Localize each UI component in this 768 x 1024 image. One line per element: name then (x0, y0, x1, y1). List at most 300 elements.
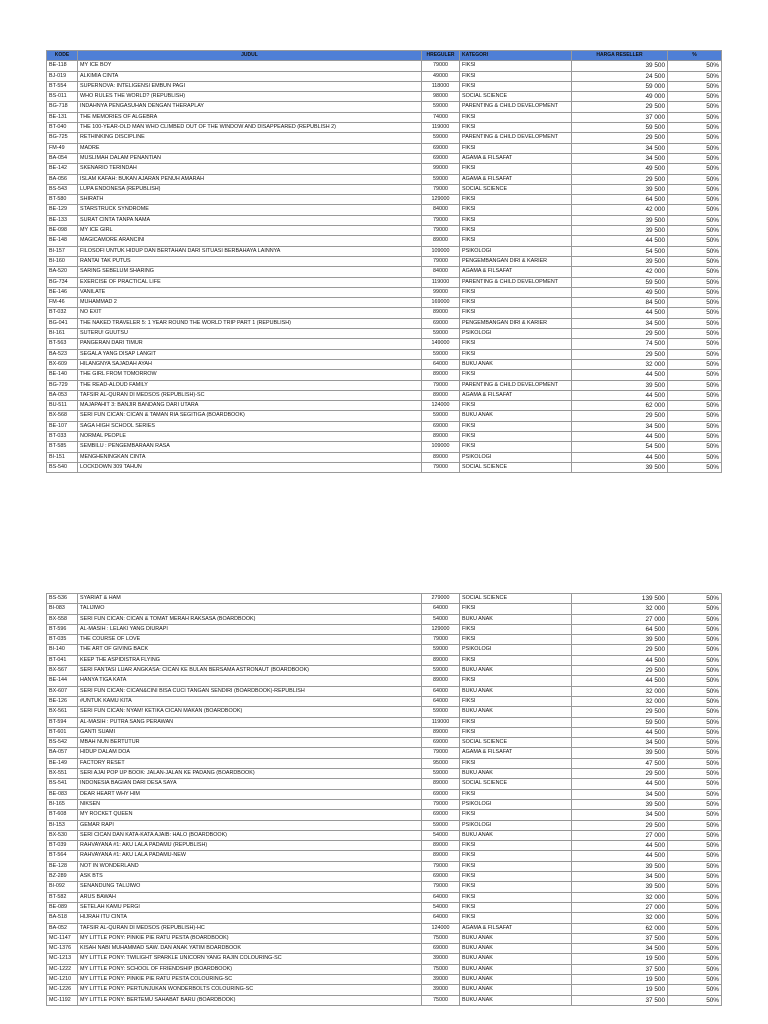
harga-reseller-cell: 44 500 (572, 655, 668, 665)
hreguler-cell: 119000 (422, 717, 460, 727)
kategori-cell: BUKU ANAK (460, 411, 572, 421)
harga-reseller-cell: 39 500 (572, 882, 668, 892)
kode-cell: BI-092 (47, 882, 78, 892)
table-row (47, 614, 722, 624)
table-row (47, 287, 722, 297)
harga-reseller-cell: 39 500 (572, 748, 668, 758)
percent-cell: 50% (668, 666, 722, 676)
table-row (47, 236, 722, 246)
kode-cell: BT-039 (47, 841, 78, 851)
judul-cell: FILOSOFI UNTUK HIDUP DAN BERTAHAN DARI SITUASI BERBAHAYA LAINNYA (78, 246, 422, 256)
kategori-cell: FIKSI (460, 112, 572, 122)
kode-cell: BT-582 (47, 892, 78, 902)
percent-cell: 50% (668, 902, 722, 912)
kode-cell: BI-151 (47, 452, 78, 462)
kategori-cell: PARENTING & CHILD DEVELOPMENT (460, 380, 572, 390)
kode-cell: BT-580 (47, 195, 78, 205)
table-row (47, 779, 722, 789)
table-row (47, 738, 722, 748)
table-row (47, 195, 722, 205)
kategori-cell: PSIKOLOGI (460, 246, 572, 256)
kode-cell: BS-541 (47, 779, 78, 789)
judul-cell: AL-MASIH : LELAKI YANG DIURAPI (78, 624, 422, 634)
table-1-body (47, 61, 722, 473)
table-row (47, 390, 722, 400)
kategori-cell: FIKSI (460, 298, 572, 308)
percent-cell: 50% (668, 143, 722, 153)
hreguler-cell: 89000 (422, 676, 460, 686)
kategori-cell: PSIKOLOGI (460, 820, 572, 830)
judul-cell: SUTERU! GUUTSU (78, 329, 422, 339)
table-row (47, 758, 722, 768)
judul-cell: ALKIMIA CINTA (78, 71, 422, 81)
harga-reseller-cell: 64 500 (572, 195, 668, 205)
table-row (47, 359, 722, 369)
kategori-cell: FIKSI (460, 431, 572, 441)
harga-reseller-cell: 29 500 (572, 411, 668, 421)
harga-reseller-cell: 39 500 (572, 462, 668, 472)
kategori-cell: PSIKOLOGI (460, 799, 572, 809)
kode-cell: BT-035 (47, 635, 78, 645)
kategori-cell: BUKU ANAK (460, 933, 572, 943)
table-row (47, 174, 722, 184)
harga-reseller-cell: 44 500 (572, 390, 668, 400)
kategori-cell: BUKU ANAK (460, 830, 572, 840)
kode-cell: BX-568 (47, 411, 78, 421)
judul-cell: MY LITTLE PONY: BERTEMU SAHABAT BARU (BOARDBOOK) (78, 995, 422, 1005)
judul-cell: WHO RULES THE WORLD? (REPUBLISH) (78, 92, 422, 102)
hreguler-cell: 59000 (422, 666, 460, 676)
judul-cell: ISLAM KAFAH: BUKAN AJARAN PENUH AMARAH (78, 174, 422, 184)
table-row (47, 985, 722, 995)
hreguler-cell: 79000 (422, 799, 460, 809)
kategori-cell: BUKU ANAK (460, 686, 572, 696)
kategori-cell: FIKSI (460, 164, 572, 174)
percent-cell: 50% (668, 205, 722, 215)
harga-reseller-cell: 29 500 (572, 133, 668, 143)
percent-cell: 50% (668, 329, 722, 339)
harga-reseller-cell: 24 500 (572, 71, 668, 81)
harga-reseller-cell: 27 000 (572, 830, 668, 840)
table-row (47, 61, 722, 71)
percent-cell: 50% (668, 841, 722, 851)
harga-reseller-cell: 44 500 (572, 308, 668, 318)
kategori-cell: FIKSI (460, 758, 572, 768)
percent-cell: 50% (668, 882, 722, 892)
harga-reseller-cell: 42 000 (572, 267, 668, 277)
harga-reseller-cell: 29 500 (572, 707, 668, 717)
hreguler-cell: 59000 (422, 133, 460, 143)
percent-cell: 50% (668, 594, 722, 604)
percent-cell: 50% (668, 380, 722, 390)
judul-cell: SERI FUN CICAN: CICAN & TOMAT MERAH RAKSASA (BOARDBOOK) (78, 614, 422, 624)
harga-reseller-cell: 32 000 (572, 892, 668, 902)
judul-cell: GANTI SUAMI (78, 727, 422, 737)
book-price-table-2 (46, 593, 722, 1006)
kategori-cell: AGAMA & FILSAFAT (460, 390, 572, 400)
judul-cell: MBAH NUN BERTUTUR (78, 738, 422, 748)
harga-reseller-cell: 59 000 (572, 81, 668, 91)
hreguler-cell: 79000 (422, 61, 460, 71)
header-hreguler: HREGULER (422, 51, 460, 61)
kategori-cell: FIKSI (460, 872, 572, 882)
percent-cell: 50% (668, 174, 722, 184)
kategori-cell: PENGEMBANGAN DIRI & KARIER (460, 318, 572, 328)
kategori-cell: BUKU ANAK (460, 954, 572, 964)
table-row (47, 830, 722, 840)
percent-cell: 50% (668, 164, 722, 174)
kode-cell: BE-089 (47, 902, 78, 912)
judul-cell: VANILATE (78, 287, 422, 297)
table-row (47, 246, 722, 256)
harga-reseller-cell: 39 500 (572, 184, 668, 194)
kode-cell: BE-144 (47, 676, 78, 686)
table-row (47, 421, 722, 431)
table-row (47, 370, 722, 380)
judul-cell: MAJAPAHIT 3: BANJIR BANDANG DARI UTARA (78, 401, 422, 411)
percent-cell: 50% (668, 226, 722, 236)
harga-reseller-cell: 84 500 (572, 298, 668, 308)
hreguler-cell: 69000 (422, 944, 460, 954)
kode-cell: BE-149 (47, 758, 78, 768)
percent-cell: 50% (668, 277, 722, 287)
hreguler-cell: 75000 (422, 964, 460, 974)
harga-reseller-cell: 37 000 (572, 112, 668, 122)
header-kategori: KATEGORI (460, 51, 572, 61)
judul-cell: RAHVAYANA #1: AKU LALA PADAMU (REPUBLISH) (78, 841, 422, 851)
judul-cell: NORMAL PEOPLE (78, 431, 422, 441)
judul-cell: ARUS BAWAH (78, 892, 422, 902)
kategori-cell: FIKSI (460, 71, 572, 81)
harga-reseller-cell: 44 500 (572, 452, 668, 462)
percent-cell: 50% (668, 81, 722, 91)
table-row (47, 442, 722, 452)
table-row (47, 92, 722, 102)
hreguler-cell: 129000 (422, 195, 460, 205)
harga-reseller-cell: 64 500 (572, 624, 668, 634)
judul-cell: INDONESIA BAGIAN DARI DESA SAYA (78, 779, 422, 789)
hreguler-cell: 75000 (422, 995, 460, 1005)
percent-cell: 50% (668, 820, 722, 830)
kode-cell: BG-041 (47, 318, 78, 328)
judul-cell: HANYA TIGA KATA (78, 676, 422, 686)
harga-reseller-cell: 32 000 (572, 359, 668, 369)
hreguler-cell: 64000 (422, 696, 460, 706)
percent-cell: 50% (668, 339, 722, 349)
kode-cell: BI-083 (47, 604, 78, 614)
kode-cell: BE-131 (47, 112, 78, 122)
table-row (47, 380, 722, 390)
kategori-cell: PARENTING & CHILD DEVELOPMENT (460, 277, 572, 287)
percent-cell: 50% (668, 872, 722, 882)
hreguler-cell: 79000 (422, 635, 460, 645)
hreguler-cell: 98000 (422, 92, 460, 102)
judul-cell: DEAR HEART WHY HIM (78, 789, 422, 799)
judul-cell: SERI FUN CICAN: NYAM! KETIKA CICAN MAKAN (BOARDBOOK) (78, 707, 422, 717)
hreguler-cell: 69000 (422, 789, 460, 799)
harga-reseller-cell: 39 500 (572, 61, 668, 71)
percent-cell: 50% (668, 401, 722, 411)
hreguler-cell: 64000 (422, 359, 460, 369)
kategori-cell: FIKSI (460, 236, 572, 246)
kategori-cell: PARENTING & CHILD DEVELOPMENT (460, 133, 572, 143)
kode-cell: MC-1210 (47, 974, 78, 984)
kategori-cell: FIKSI (460, 370, 572, 380)
judul-cell: INDAHNYA PENGASUHAN DENGAN THERAPLAY (78, 102, 422, 112)
kategori-cell: BUKU ANAK (460, 359, 572, 369)
table-row (47, 452, 722, 462)
harga-reseller-cell: 29 500 (572, 329, 668, 339)
kategori-cell: FIKSI (460, 308, 572, 318)
percent-cell: 50% (668, 799, 722, 809)
harga-reseller-cell: 39 500 (572, 799, 668, 809)
table-row (47, 892, 722, 902)
hreguler-cell: 59000 (422, 707, 460, 717)
table-row (47, 143, 722, 153)
table-row (47, 851, 722, 861)
kode-cell: BT-033 (47, 431, 78, 441)
hreguler-cell: 89000 (422, 655, 460, 665)
harga-reseller-cell: 29 500 (572, 174, 668, 184)
kategori-cell: AGAMA & FILSAFAT (460, 748, 572, 758)
harga-reseller-cell: 62 000 (572, 923, 668, 933)
judul-cell: SHIRATH (78, 195, 422, 205)
kategori-cell: AGAMA & FILSAFAT (460, 923, 572, 933)
table-row (47, 748, 722, 758)
kode-cell: BS-543 (47, 184, 78, 194)
harga-reseller-cell: 19 500 (572, 954, 668, 964)
hreguler-cell: 59000 (422, 174, 460, 184)
table-row (47, 902, 722, 912)
harga-reseller-cell: 62 000 (572, 401, 668, 411)
judul-cell: MY LITTLE PONY: SCHOOL OF FRIENDSHIP (BOARDBOOK) (78, 964, 422, 974)
kategori-cell: FIKSI (460, 892, 572, 902)
table-row (47, 820, 722, 830)
hreguler-cell: 79000 (422, 861, 460, 871)
table-row (47, 655, 722, 665)
judul-cell: MENGHENINGKAN CINTA (78, 452, 422, 462)
harga-reseller-cell: 32 000 (572, 686, 668, 696)
table-row (47, 256, 722, 266)
harga-reseller-cell: 29 500 (572, 349, 668, 359)
harga-reseller-cell: 34 500 (572, 318, 668, 328)
percent-cell: 50% (668, 913, 722, 923)
header-kode: KODE (47, 51, 78, 61)
harga-reseller-cell: 19 500 (572, 974, 668, 984)
judul-cell: SERI AJAI POP UP BOOK: JALAN-JALAN KE PADANG (BOARDBOOK) (78, 769, 422, 779)
hreguler-cell: 79000 (422, 226, 460, 236)
hreguler-cell: 99000 (422, 164, 460, 174)
kode-cell: BA-056 (47, 174, 78, 184)
kode-cell: BT-564 (47, 851, 78, 861)
table-row (47, 686, 722, 696)
hreguler-cell: 49000 (422, 71, 460, 81)
table-row (47, 133, 722, 143)
hreguler-cell: 84000 (422, 205, 460, 215)
kode-cell: BE-142 (47, 164, 78, 174)
hreguler-cell: 59000 (422, 411, 460, 421)
hreguler-cell: 54000 (422, 614, 460, 624)
kategori-cell: FIKSI (460, 349, 572, 359)
percent-cell: 50% (668, 153, 722, 163)
table-row (47, 298, 722, 308)
percent-cell: 50% (668, 717, 722, 727)
hreguler-cell: 64000 (422, 892, 460, 902)
kode-cell: BT-596 (47, 624, 78, 634)
hreguler-cell: 109000 (422, 246, 460, 256)
harga-reseller-cell: 39 500 (572, 226, 668, 236)
kode-cell: BX-558 (47, 614, 78, 624)
kode-cell: BA-052 (47, 923, 78, 933)
harga-reseller-cell: 32 000 (572, 604, 668, 614)
kategori-cell: SOCIAL SCIENCE (460, 779, 572, 789)
kategori-cell: PSIKOLOGI (460, 452, 572, 462)
judul-cell: THE NAKED TRAVELER 5: 1 YEAR ROUND THE WORLD TRIP PART 1 (REPUBLISH) (78, 318, 422, 328)
kategori-cell: SOCIAL SCIENCE (460, 738, 572, 748)
harga-reseller-cell: 34 500 (572, 421, 668, 431)
hreguler-cell: 79000 (422, 748, 460, 758)
judul-cell: THE ART OF GIVING BACK (78, 645, 422, 655)
table-row (47, 841, 722, 851)
kode-cell: BS-011 (47, 92, 78, 102)
hreguler-cell: 79000 (422, 215, 460, 225)
kode-cell: FM-46 (47, 298, 78, 308)
judul-cell: PANGERAN DARI TIMUR (78, 339, 422, 349)
kategori-cell: FIKSI (460, 861, 572, 871)
percent-cell: 50% (668, 789, 722, 799)
kode-cell: BE-126 (47, 696, 78, 706)
judul-cell: MUSLIMAH DALAM PENANTIAN (78, 153, 422, 163)
kode-cell: MC-1226 (47, 985, 78, 995)
kode-cell: BX-530 (47, 830, 78, 840)
kategori-cell: BUKU ANAK (460, 707, 572, 717)
kategori-cell: FIKSI (460, 604, 572, 614)
kategori-cell: SOCIAL SCIENCE (460, 92, 572, 102)
hreguler-cell: 169000 (422, 298, 460, 308)
table-row (47, 696, 722, 706)
hreguler-cell: 79000 (422, 184, 460, 194)
judul-cell: THE READ-ALOUD FAMILY (78, 380, 422, 390)
harga-reseller-cell: 37 500 (572, 995, 668, 1005)
hreguler-cell: 64000 (422, 913, 460, 923)
harga-reseller-cell: 34 500 (572, 944, 668, 954)
harga-reseller-cell: 59 500 (572, 277, 668, 287)
judul-cell: HIDUP DALAM DOA (78, 748, 422, 758)
judul-cell: TALIJIWO (78, 604, 422, 614)
kategori-cell: SOCIAL SCIENCE (460, 184, 572, 194)
kode-cell: BI-140 (47, 645, 78, 655)
percent-cell: 50% (668, 411, 722, 421)
table-row (47, 727, 722, 737)
judul-cell: SERI CICAN DAN KATA-KATA AJAIB: HALO (BOARDBOOK) (78, 830, 422, 840)
harga-reseller-cell: 27 000 (572, 902, 668, 912)
harga-reseller-cell: 34 500 (572, 789, 668, 799)
kode-cell: BE-128 (47, 861, 78, 871)
judul-cell: MY LITTLE PONY: PINKIE PIE RATU PESTA (BOARDBOOK) (78, 933, 422, 943)
percent-cell: 50% (668, 298, 722, 308)
hreguler-cell: 59000 (422, 820, 460, 830)
percent-cell: 50% (668, 614, 722, 624)
harga-reseller-cell: 19 500 (572, 985, 668, 995)
hreguler-cell: 279000 (422, 594, 460, 604)
kode-cell: BT-554 (47, 81, 78, 91)
kategori-cell: FIKSI (460, 421, 572, 431)
table-row (47, 769, 722, 779)
harga-reseller-cell: 49 500 (572, 287, 668, 297)
kategori-cell: FIKSI (460, 143, 572, 153)
percent-cell: 50% (668, 696, 722, 706)
kode-cell: BX-607 (47, 686, 78, 696)
percent-cell: 50% (668, 985, 722, 995)
hreguler-cell: 74000 (422, 112, 460, 122)
percent-cell: 50% (668, 861, 722, 871)
kode-cell: MC-1192 (47, 995, 78, 1005)
judul-cell: KEEP THE ASPIDISTRA FLYING (78, 655, 422, 665)
kategori-cell: AGAMA & FILSAFAT (460, 174, 572, 184)
kode-cell: BA-054 (47, 153, 78, 163)
judul-cell: MY ROCKET QUEEN (78, 810, 422, 820)
judul-cell: LOCKDOWN 309 TAHUN (78, 462, 422, 472)
percent-cell: 50% (668, 71, 722, 81)
percent-cell: 50% (668, 995, 722, 1005)
percent-cell: 50% (668, 748, 722, 758)
hreguler-cell: 69000 (422, 318, 460, 328)
table-row (47, 277, 722, 287)
hreguler-cell: 89000 (422, 727, 460, 737)
kategori-cell: FIKSI (460, 696, 572, 706)
harga-reseller-cell: 34 500 (572, 872, 668, 882)
percent-cell: 50% (668, 431, 722, 441)
table-row (47, 594, 722, 604)
hreguler-cell: 89000 (422, 452, 460, 462)
judul-cell: MUHAMMAD 2 (78, 298, 422, 308)
harga-reseller-cell: 44 500 (572, 431, 668, 441)
table-row (47, 707, 722, 717)
hreguler-cell: 69000 (422, 421, 460, 431)
table-row (47, 339, 722, 349)
percent-cell: 50% (668, 964, 722, 974)
kategori-cell: PSIKOLOGI (460, 329, 572, 339)
percent-cell: 50% (668, 676, 722, 686)
judul-cell: ASK BTS (78, 872, 422, 882)
table-row (47, 71, 722, 81)
judul-cell: MY LITTLE PONY: PERTUNJUKAN WONDERBOLTS COLOURING-SC (78, 985, 422, 995)
hreguler-cell: 39000 (422, 985, 460, 995)
kode-cell: BI-165 (47, 799, 78, 809)
kode-cell: BE-140 (47, 370, 78, 380)
table-row (47, 995, 722, 1005)
table-row (47, 604, 722, 614)
table-row (47, 974, 722, 984)
harga-reseller-cell: 29 500 (572, 645, 668, 655)
harga-reseller-cell: 47 500 (572, 758, 668, 768)
table-row (47, 153, 722, 163)
kategori-cell: FIKSI (460, 205, 572, 215)
kode-cell: BA-520 (47, 267, 78, 277)
kode-cell: BX-609 (47, 359, 78, 369)
hreguler-cell: 149000 (422, 339, 460, 349)
harga-reseller-cell: 29 500 (572, 102, 668, 112)
kode-cell: BI-160 (47, 256, 78, 266)
judul-cell: THE COURSE OF LOVE (78, 635, 422, 645)
kategori-cell: BUKU ANAK (460, 614, 572, 624)
kategori-cell: BUKU ANAK (460, 769, 572, 779)
harga-reseller-cell: 29 500 (572, 666, 668, 676)
kategori-cell: FIKSI (460, 882, 572, 892)
percent-cell: 50% (668, 944, 722, 954)
judul-cell: MY ICE BOY (78, 61, 422, 71)
hreguler-cell: 54000 (422, 830, 460, 840)
